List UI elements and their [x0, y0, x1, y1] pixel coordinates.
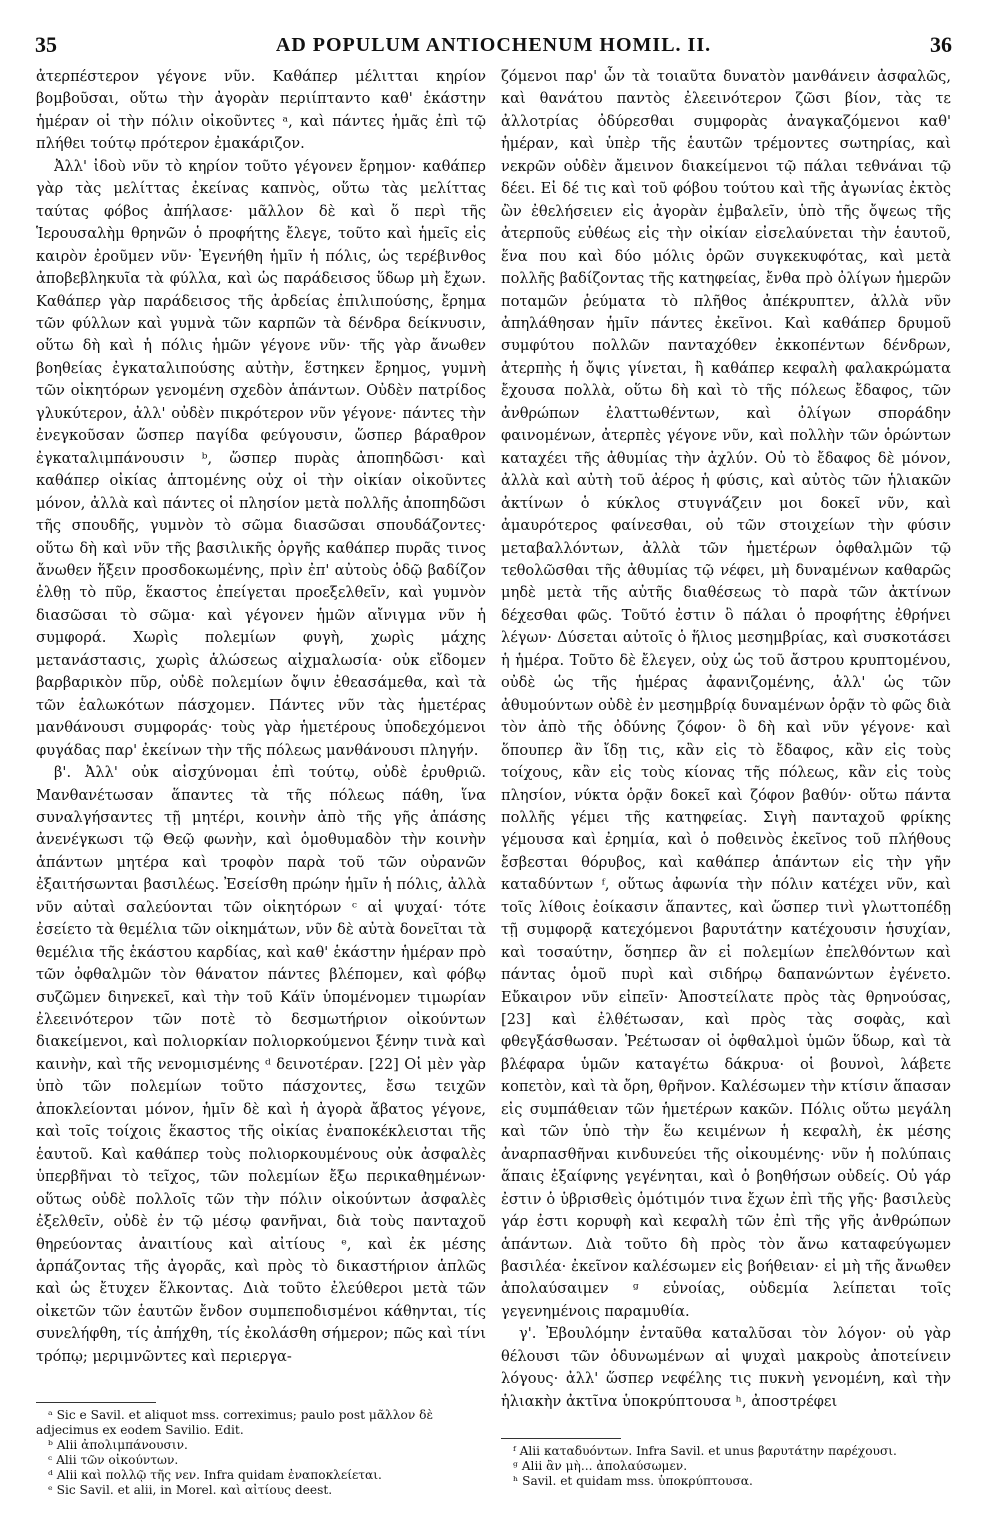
footnote: ᵍ Alii ἂν μὴ... ἀπολαύσωμεν.: [513, 1459, 688, 1473]
footnote: ᵇ Alii ἀπολιμπάνουσιν.: [48, 1438, 188, 1452]
page-number-right: 36: [929, 32, 952, 57]
footnote-rule-left: [36, 1402, 156, 1403]
paragraph: β'. Ἀλλ' οὐκ αἰσχύνομαι ἐπὶ τούτῳ, οὐδὲ ἐρυθριῶ. Μανθανέτωσαν ἅπαντες τὰ τῆς πόλεως πάθη, ἵνα συναλγήσαντες τῇ μητέρι, κοινὴν ἀπὸ τῆς γῆς ἁπάσης ἀνενέγκωσι τῷ Θεῷ φωνὴν, καὶ ὁμοθυμαδὸν τὴν κοινὴν ἁπάντων μητέρα καὶ τροφὸν παρὰ τοῦ τῶν οὐρανῶν ἐξαιτήσωνται βασιλέως. Ἐσείσθη πρώην ἡμῖν ἡ πόλις, ἀλλὰ νῦν αὐταὶ σαλεύονται τῶν οἰκητόρων ᶜ αἱ ψυχαί· τότε ἐσείετο τὰ θεμέλια τῶν οἰκημάτων, νῦν δὲ αὐτὰ δονεῖται τὰ θεμέλια τῆς ἑκάστου καρδίας, καὶ καθ' ἑκάστην ἡμέραν πρὸ τῶν ὀφθαλμῶν τὸν θάνατον πάντες βλέπομεν, καὶ φόβῳ συζῶμεν διηνεκεῖ, καὶ τὴν τοῦ Κάϊν ὑπομένομεν τιμωρίαν ἐλεεινότερον τῶν ποτὲ τὸ δεσμωτήριον οἰκούντων διακείμενοι, καὶ πολιορκίαν πολιορκούμενοι ξένην τινὰ καὶ καινὴν, καὶ τῆς νενομισμένης ᵈ δεινοτέραν. [22] Οἱ μὲν γὰρ ὑπὸ τῶν πολεμίων τοῦτο πάσχοντες, ἔσω τειχῶν ἀποκλείονται μόνον, ἡμῖν δὲ καὶ ἡ ἀγορὰ ἄβατος γέγονε, καὶ τοῖς τοίχοις ἕκαστος τῆς οἰκίας ἐναποκέκλεισται τῆς ἑαυτοῦ. Καὶ καθάπερ τοὺς πολιορκουμένους οὐκ ἀσφαλὲς ὑπερβῆναι τὸ τεῖχος, τῶν πολεμίων ἔξω περικαθημένων· οὕτως οὐδὲ πολλοῖς τῶν τὴν πόλιν οἰκούντων ἀσφαλὲς ἐξελθεῖν, οὐδὲ ἐν τῷ μέσῳ φανῆναι, διὰ τοὺς πανταχοῦ θηρεύοντας ἀναιτίους καὶ αἰτίους ᵉ, καὶ ἐκ μέσης ἁρπάζοντας τῆς ἀγορᾶς, καὶ πρὸς τὸ δικαστήριον ἁπλῶς καὶ ὡς ἔτυχεν ἕλκοντας. Διὰ τοῦτο ἐλεύθεροι μετὰ τῶν οἰκετῶν τῶν ἑαυτῶν ἔνδον συμπεποδισμένοι κάθηνται, τίς συνελήφθη, τίς ἀπήχθη, τίς ἐκολάσθη σήμερον; πῶς καὶ τίνι τρόπῳ; μεριμνῶντες καὶ περιεργα-: [36, 764, 486, 1365]
left-column: [36, 66, 486, 1368]
footnote: ᶜ Alii τῶν οἰκούντων.: [48, 1453, 179, 1467]
paragraph: Ἀλλ' ἰδοὺ νῦν τὸ κηρίον τοῦτο γέγονεν ἔρημον· καθάπερ γὰρ τὰς μελίττας ἐκείνας καπνὸς, οὕτω τὰς μελίττας ταύτας φόβος ἀπήλασε· μᾶλλον δὲ καὶ ὅ περὶ τῆς Ἱερουσαλὴμ θρηνῶν ὁ προφήτης ἔλεγε, τοῦτο καὶ ἡμεῖς εἰς καιρὸν ἐροῦμεν νῦν· Ἐγενήθη ἡμῖν ἡ πόλις, ὡς τερέβινθος ἀποβεβληκυῖα τὰ φύλλα, καὶ ὡς παράδεισος ὕδωρ μὴ ἔχων. Καθάπερ γὰρ παράδεισος τῆς ἀρδείας ἐπιλιπούσης, ἔρημα τῶν φύλλων καὶ γυμνὰ τῶν καρπῶν τὰ δένδρα δείκνυσιν, οὕτω δὴ καὶ ἡ πόλις ἡμῶν γέγονε νῦν· τῆς γὰρ ἄνωθεν βοηθείας ἐγκαταλιπούσης αὐτὴν, ἕστηκεν ἔρημος, γυμνὴ τῶν οἰκητόρων γενομένη σχεδὸν ἁπάντων. Οὐδὲν πατρίδος γλυκύτερον, ἀλλ' οὐδὲν πικρότερον νῦν γέγονε· πάντες τὴν ἐνεγκοῦσαν ὥσπερ παγίδα φεύγουσιν, ὥσπερ βάραθρον ἐγκαταλιμπάνουσιν ᵇ, ὥσπερ πυρὰς ἀποπηδῶσι· καὶ καθάπερ οἰκίας ἁπτομένης οὐχ οἱ τὴν οἰκίαν οἰκοῦντες μόνον, ἀλλὰ καὶ πάντες οἱ πλησίον μετὰ πολλῆς ἀποπηδῶσι τῆς σπουδῆς, γυμνὸν τὸ σῶμα διασῶσαι σπουδάζοντες· οὕτω δὴ καὶ νῦν τῆς βασιλικῆς ὀργῆς καθάπερ πυρᾶς τινος ἄνωθεν ἥξειν προσδοκωμένης, πρὶν ἐπ' αὐτοὺς ὁδῷ βαδίζον ἐλθῃ τὸ πῦρ, ἕκαστος ἐπείγεται προεξελθεῖν, καὶ γυμνὸν διασῶσαι τὸ σῶμα· καὶ γέγονεν ἡμῶν αἴνιγμα νῦν ἡ συμφορά. Χωρὶς πολεμίων φυγὴ, χωρὶς μάχης μετανάστασις, χωρὶς ἁλώσεως αἰχμαλωσία· οὐκ εἴδομεν βαρβαρικὸν πῦρ, οὐδὲ πολεμίων ὄψιν ἐθεασάμεθα, καὶ τὰ τῶν ἑαλωκότων πάσχομεν. Πάντες νῦν τὰς ἡμετέρας μανθάνουσι συμφοράς· τοὺς γὰρ ἡμετέρους ὑποδεχόμενοι φυγάδας παρ' ἐκείνων τὴν τῆς πόλεως μανθάνουσι πληγήν.: [36, 157, 486, 759]
footnote: ᵃ Sic e Savil. et aliquot mss. correximus; paulo post μᾶλλον δὲ adjecimus ex eodem Savilio. Edit.: [36, 1408, 434, 1437]
page-number-left: 35: [35, 32, 57, 57]
footnote: ᵈ Alii καὶ πολλῷ τῆς νεν. Infra quidam ἐναποκλείεται.: [48, 1468, 382, 1482]
right-column: [501, 66, 951, 1413]
footnote: ʰ Savil. et quidam mss. ὑποκρύπτουσα.: [513, 1474, 753, 1488]
footnote: ᵉ Sic Savil. et alii, in Morel. καὶ αἰτίους deest.: [48, 1483, 333, 1497]
paragraph: ζόμενοι παρ' ὧν τὰ τοιαῦτα δυνατὸν μανθάνειν ἀσφαλῶς, καὶ θανάτου παντὸς ἐλεεινότερον ζῶσι βίον, τὰς τε ἀλλοτρίας ὀδύρεσθαι συμφορὰς ἀναγκαζόμενοι καθ' ἡμέραν, καὶ ὑπὲρ τῆς ἑαυτῶν τρέμοντες σωτηρίας, καὶ νεκρῶν οὐδὲν ἄμεινον διακείμενοι τῷ πάλαι τεθνάναι τῷ δέει. Εἰ δέ τις καὶ τοῦ φόβου τούτου καὶ τῆς ἀγωνίας ἐκτὸς ὢν ἐθελήσειεν εἰς ἀγορὰν ἐμβαλεῖν, ὑπὸ τῆς ὄψεως τῆς ἀτερποῦς εὐθέως εἰς τὴν οἰκίαν εἰσελαύνεται τὴν ἑαυτοῦ, ἕνα που καὶ δύο μόλις ὁρῶν συγκεκυφότας, καὶ μετὰ πολλῆς βαδίζοντας τῆς κατηφείας, ἔνθα πρὸ ὀλίγων ἡμερῶν ποταμῶν ῥεύματα τὸ πλῆθος ἀπέκρυπτεν, ἀλλὰ νῦν ἀπηλάθησαν ἡμῖν πάντες ἐκεῖνοι. Καὶ καθάπερ δρυμοῦ συμφύτου πολλῶν πανταχόθεν ἐκκοπέντων δένδρων, ἀτερπὴς ἡ ὄψις γίνεται, ἢ καθάπερ κεφαλὴ φαλακρώματα ἔχουσα πολλὰ, οὕτω δὴ καὶ τὸ τῆς πόλεως ἔδαφος, τῶν ἀνθρώπων ἐλαττωθέντων, καὶ ὀλίγων σποράδην φαινομένων, ἀτερπὲς γέγονε νῦν, καὶ πολλὴν τῶν ὁρώντων καταχέει τῆς ἀθυμίας τὴν ἀχλύν. Οὐ τὸ ἔδαφος δὲ μόνον, ἀλλὰ καὶ αὐτὴ τοῦ ἀέρος ἡ φύσις, καὶ αὐτὸς τῶν ἡλιακῶν ἀκτίνων ὁ κύκλος στυγνάζειν μοι δοκεῖ νῦν, καὶ ἀμαυρότερος φαίνεσθαι, οὐ τῶν στοιχείων τὴν φύσιν μεταβαλλόντων, ἀλλὰ τῶν ἡμετέρων ὀφθαλμῶν τῷ τεθολῶσθαι τῆς ἀθυμίας τῷ νέφει, μὴ δυναμένων καθαρῶς μηδὲ μετὰ τῆς αὐτῆς διαθέσεως τὸ παρὰ τῶν ἀκτίνων δέχεσθαι φῶς. Τοῦτό ἐστιν ὃ πάλαι ὁ προφήτης ἐθρήνει λέγων· Δύσεται αὐτοῖς ὁ ἥλιος μεσημβρίας, καὶ συσκοτάσει ἡ ἡμέρα. Τοῦτο δὲ ἔλεγεν, οὐχ ὡς τοῦ ἄστρου κρυπτομένου, οὐδὲ ὡς τῆς ἡμέρας ἀφανιζομένης, ἀλλ' ὡς τῶν ἀθυμούντων οὐδὲ ἐν μεσημβρίᾳ δυναμένων ὁρᾷν τὸ φῶς διὰ τὸν ἀπὸ τῆς ὀδύνης ζόφον· ὃ δὴ καὶ νῦν γέγονε· καὶ ὅπουπερ ἂν ἴδῃ τις, κἂν εἰς τὸ ἔδαφος, κἂν εἰς τοὺς τοίχους, κἂν εἰς τοὺς κίονας τῆς πόλεως, κἂν εἰς τοὺς πλησίον, νύκτα ὁρᾷν δοκεῖ καὶ ζόφον βαθύν· οὕτω πάντα πολλῆς γέμει τῆς κατηφείας. Σιγὴ πανταχοῦ φρίκης γέμουσα καὶ ἐρημία, καὶ ὁ ποθεινὸς ἐκεῖνος τοῦ πλήθους ἔσβεσται θόρυβος, καὶ καθάπερ ἁπάντων εἰς τὴν γῆν καταδύντων ᶠ, οὕτως ἀφωνία τὴν πόλιν κατέχει νῦν, καὶ τοῖς λίθοις ἐοίκασιν ἅπαντες, καὶ ὥσπερ τινὶ γλωττοπέδῃ τῇ συμφορᾷ κατεχόμενοι βαρυτάτην κατέχουσιν ἡσυχίαν, καὶ τοσαύτην, ὅσηπερ ἂν εἰ πολεμίων ἐπελθόντων καὶ πάντας ὁμοῦ πυρὶ καὶ σιδήρῳ δαπανώντων ἐγένετο. Εὔκαιρον νῦν εἰπεῖν· Ἀποστείλατε πρὸς τὰς θρηνούσας, [23] καὶ ἐλθέτωσαν, καὶ πρὸς τὰς σοφὰς, καὶ φθεγξάσθωσαν. Ῥεέτωσαν οἱ ὀφθαλμοὶ ὑμῶν ὕδωρ, καὶ τὰ βλέφαρα ὑμῶν καταγέτω δάκρυα· οἱ βουνοὶ, λάβετε κοπετὸν, καὶ τὰ ὄρη, θρῆνον. Καλέσωμεν τὴν κτίσιν ἅπασαν εἰς συμπάθειαν τῶν ἡμετέρων κακῶν. Πόλις οὕτω μεγάλη καὶ τῶν ὑπὸ τὴν ἕω κειμένων ἡ κεφαλὴ, ἐκ μέσης ἀναρπασθῆναι κινδυνεύει τῆς οἰκουμένης· νῦν ἡ πολύπαις ἅπαις ἐξαίφνης γεγένηται, καὶ ὁ βοηθήσων οὐδείς. Οὐ γάρ ἐστιν ὁ ὑβρισθεὶς ὁμότιμόν τινα ἔχων ἐπὶ τῆς γῆς· βασιλεὺς γάρ ἐστι κορυφὴ καὶ κεφαλὴ τῶν ἐπὶ τῆς γῆς ἀνθρώπων ἁπάντων. Διὰ τοῦτο δὴ πρὸς τὸν ἄνω καταφεύγωμεν βασιλέα· ἐκεῖνον καλέσωμεν εἰς βοήθειαν· εἰ μὴ τῆς ἄνωθεν ἀπολαύσαιμεν ᵍ εὐνοίας, οὐδεμία λείπεται τοῖς γεγενημένοις παραμυθία.: [501, 68, 951, 1320]
footnotes-left: [36, 1408, 486, 1498]
running-title: AD POPULUM ANTIOCHENUM HOMIL. II.: [275, 33, 712, 56]
paragraph: ἀτερπέστερον γέγονε νῦν. Καθάπερ μέλιτται κηρίον βομβοῦσαι, οὕτω τὴν ἀγορὰν περιίπταντο καθ' ἑκάστην ἡμέραν οἱ τὴν πόλιν οἰκοῦντες ᵃ, καὶ πάντες ἡμᾶς ἐπὶ τῷ πλήθει τούτῳ πρότερον ἐμακάριζον.: [36, 68, 486, 153]
paragraph: γ'. Ἐβουλόμην ἐνταῦθα καταλῦσαι τὸν λόγον· οὐ γὰρ θέλουσι τῶν ὀδυνωμένων αἱ ψυχαὶ μακροὺς ἀποτείνειν λόγους· ἀλλ' ὥσπερ νεφέλης τις πυκνὴ γενομένη, καὶ τὴν ἡλιακὴν ἀκτῖνα ὑποκρύπτουσα ʰ, ἀποστρέφει: [501, 1325, 951, 1410]
footnote-rule-right: [501, 1438, 621, 1439]
running-header: [35, 30, 952, 60]
footnotes-right: [501, 1444, 951, 1489]
footnote: ᶠ Alii καταδυόντων. Infra Savil. et unus βαρυτάτην παρέχουσι.: [513, 1444, 897, 1458]
